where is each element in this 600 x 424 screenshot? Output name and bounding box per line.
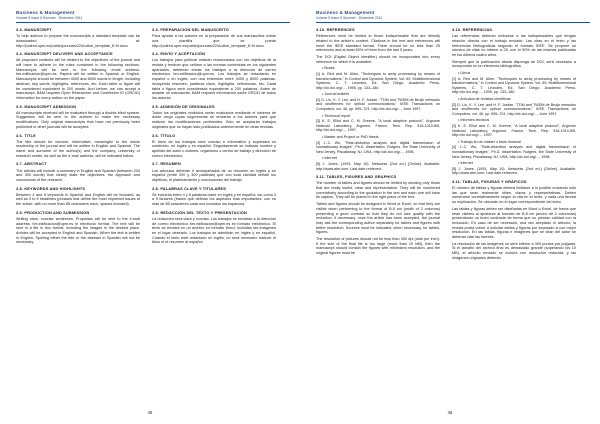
section	[16, 187, 140, 207]
reference-entry: [1] A. Red and M. Allen, "Techniques to array processing by means of transformations," in Control and Dynamic System, Vol. 69, Multidimensional Systems, C. T. Leondes, Ed. San Diego: Academic Press, http://dx.doi.org/..., 1995, pp. 133–180.	[316, 71, 440, 90]
paragraph: Los trabajos para publicar estarán relacionados con los objetivos de la revista y tendrán que ceñirse a las normas contenidas en los siguientes apartados, debiendo enviar los trabajos a la dirección de correo electrónico bm.edificacion@upm.es. Los trabajos se redactarán en español o en inglés, con una extensión entre 4000 y 8000 palabras, incluyendo resumen, palabras clave, highlights, referencias, etc. Cada tabla o figura será considerada equivalente a 200 palabras. Antes de aceptar un manuscrito, B&M requiere información sobre ORCID de todos los autores.	[152, 58, 276, 100]
section	[16, 162, 140, 182]
reference-entry: [1] A. Red and M. Allen, "Techniques to array processing by means of transformations," in Control and Dynamic System, Vol. 69, Multidimensional Systems, C. T. Leondes, Ed. San Diego: Academic Press, http://dx.doi.org/..., 1995, pp. 133–180.	[452, 76, 576, 95]
paragraph: Se incluirán entre 4 y 6 palabras clave en inglés y en español, así como 3 a 5 titulares (frases que definan los aspectos más importantes, con no más de 85 caracteres cada uno incluidos los espacios).	[152, 192, 276, 207]
paragraph: Between 4 and 6 keywords in Spanish and English will be included, as well as 3 to 5 headlines (phrases that define the most important issues of the article, with no more than 85 characters each, spaces included).	[16, 192, 140, 207]
section	[152, 211, 276, 245]
running-header	[316, 10, 590, 20]
page-number: 46	[447, 410, 453, 415]
section-heading: 3.6. TÍTULO	[152, 132, 176, 138]
paragraph: All manuscripts received will be evaluated through a double-blind system. Suggestion will be sent to the authors to make the necessary modifications. Only original manuscripts that have not previously been published in other journals will be accepted.	[16, 110, 140, 129]
reference-entry: [3] K. E. Elliot and C. M. Greene, "A local adaptive protocol", Argonne National Laboratory, Argonne, France, Tech. Rep. 916-1010-BB, http://dx.doi.org/..., 1997.	[316, 119, 440, 133]
section-heading: 3.7. RESUMEN	[152, 161, 181, 167]
paragraph: References must be limited to those indispensable that are directly related to the article's content. Citations in the text and references will meet the IEEE standard format. There should be no less than 25 references and at least 50% of them from the last 5 years.	[316, 34, 440, 53]
reference-category: • Informes técnicos	[458, 118, 490, 123]
section-heading: 3.10. REFERENCIAS	[452, 28, 493, 32]
section-heading: 3.11. TABLAS, FIGURAS Y GRÁFICOS	[452, 178, 527, 184]
paragraph: The DOI (Digital Object Identifier) should be incorporated into every reference for which it is available.	[316, 54, 440, 64]
section	[452, 180, 576, 261]
paragraph: La resolución de las imágenes no será inferior a 300 puntos por pulgada. Si el tamaño del archivo final es demasiado grande (superando los 10 MB), el artículo enviado se incluirá con resolución reducida, y las imágenes originales deberán	[452, 241, 576, 260]
right-page	[300, 0, 600, 424]
paragraph: Las tablas y figuras deben ser diseñadas en Word o Excel, de forma que sean visibles al ajustarse al formato de B.8 cm (ancho de 2 columnas) presentando un buen contraste de forma que no pierdan calidad con la reducción. En caso de ser necesario, una vez aceptado el artículo, la revista podrá volver a solicitar tablas y figuras por separado a con mejor resolución. En las tablas, figuras e imágenes que se citan del autor se deberán citar las fuentes.	[452, 206, 576, 240]
paragraph: El título de los trabajos será conciso e informativo y expresará su contenido, en inglés y en español. Seguidamente se indicará nombre y apellido del autor o autores, organismo o centro de trabajo y dirección de correo electrónico.	[152, 139, 276, 158]
reference-category: • Technical report	[322, 113, 351, 118]
section-heading: 3.8. KEYWORDS AND HIGHLIGHTS	[16, 185, 86, 191]
section	[16, 211, 140, 245]
reference-entry: [4] J.-C. Wu, "Rate-distortion analysis and digital transmission of nonstationary images", Ph.D. dissertation, Rutgers, the State University of New Jersey, Piscataway, NJ, USA, http://dx.doi.org/..., 1998.	[316, 140, 440, 154]
section-heading: 3.9. REDACCIÓN DEL TEXTO Y PRESENTACIÓN	[152, 209, 247, 215]
section-heading: 3.3. MANUSCRIPT	[16, 28, 52, 32]
section-heading: 3.4. MANUSCRIPT DELIVERY AND ACCEPTANCE	[16, 51, 113, 57]
section-heading: 3.7. ABSTRACT	[16, 161, 47, 167]
reference-entry: [4] J.-C. Wu, "Rate-distortion analysis and digital transmission of nonstationary images", Ph.D. dissertation, Rutgers, the State University of New Jersey, Piscataway, NJ, USA, http://dx.doi.org/..., 1998.	[452, 145, 576, 159]
section	[16, 28, 140, 48]
reference-category: • Libros	[458, 71, 471, 76]
reference-entry: [2] G. Liu, K. Y. Lee, and H. F. Jordan, "TDM and TWDM de Bruijn networks and shufflenets for optical communications," IEEE Transactions on Computers, vol. 46, pp. 695–701, http://dx.doi.org/..., June 1997.	[452, 102, 576, 116]
header-rule	[16, 22, 290, 23]
section	[152, 162, 276, 182]
reference-category: • Artículos de revistas científicas	[458, 96, 511, 101]
paragraph: The resolution of pictures should not be less than 300 dpi (dots per inch). If the size of the final file is too large (more than 10 MB), then the manuscript should contain the figures with minimized resolution, and the original figures must be	[316, 237, 440, 256]
reference-category: • Journal articles	[322, 92, 350, 97]
section	[16, 134, 140, 159]
section	[152, 52, 276, 100]
paragraph: Las referencias deberán reducirse a las indispensables que tengan relación directa con el trabajo enviado. Las citas en el texto y las referencias bibliográficas seguirán el formato IEEE. Se propone un número de citas no inferior a 25, con el 50% de las mismas publicadas en los últimos cuatro años.	[452, 34, 576, 57]
section-heading: 3.4. ENVÍO Y ACEPTACIÓN	[152, 51, 206, 57]
running-header	[16, 10, 290, 20]
paragraph: The title should be concise, informative, meaningful to the whole readership of the journal and will be written in English and Spanish. The name and surname of the author(s) and the company, university or research center, as well as the e-mail address, will be indicated below.	[16, 139, 140, 158]
section	[152, 134, 276, 159]
section	[152, 28, 276, 48]
reference-entry: [5] J. Jones. (1991, May 10). Networks (2nd ed.) [Online]. Available: http://www.atm.com. Last date retrieved.	[452, 166, 576, 176]
paragraph: Todos los originales recibidos serán evaluados mediante el sistema de doble ciego cuyas sugerencias se enviarán a los autores para que realicen las modificaciones pertinentes. Sólo se aceptarán trabajos originales que no hayan sido publicados anteriormente en otras revistas.	[152, 110, 276, 129]
paragraph: The number of tables and figures should be limited by sending only those that are really useful, clear and representative. They will be numbered correlatively according to the quotation in the text and each one will have its caption. They will be placed in the right place of the text.	[316, 181, 440, 200]
paragraph: Tables and figures should be designed in Word or Excel, so that they are visible when performing to the format of B.8 cm (width of 2 columns) presenting a good contrast so that they do not lose quality with the reduction. If necessary, once the article has been accepted, the journal may ask the corresponding author separately for tables and figures with better resolution. Sources must be indicated, when necessary, for tables, figures.	[316, 202, 440, 235]
paragraph: All proposed contents will be related to the objectives of the journal and will have to adhere to the rules contained in the following sections. Manuscripts will be sent to the following email address: bm.edificacion@upm.es. Papers will be written in Spanish or English. Manuscripts should be between 4000 and 8000 words in length, including abstract, key words, highlights, references, etc. Each table or figure will be considered equivalent to 200 words. And before, we can accept a manuscript, B&M requires Open Researcher and Contributor ID (ORCID) information for every author on the paper.	[16, 58, 140, 100]
header-rule	[316, 22, 590, 23]
section-heading: 3.6. TITLE	[16, 132, 36, 138]
section-heading: 3.8. PALABRAS CLAVE Y TITULARES	[152, 185, 226, 191]
paragraph: Writing clear, concise sentences. Proposals will be sent to the e-mail address: bm.edificacion@upm.es in electronic format. The text will be sent in a file in doc format, including the images in the desired place. Articles will be accepted in English and Spanish. When the text is written in English, Spelling either the title or the abstract in Spanish will not be necessary.	[16, 216, 140, 245]
reference-entry: [3] K. E. Elliot and C. M. Greene, "A local adaptive protocol", Argonne National Laboratory, Argonne, France, Tech. Rep. 916-1010-BB, http://dx.doi.org/..., 1997.	[452, 123, 576, 138]
section	[152, 105, 276, 130]
paragraph: Los artículos deberán ir acompañados de un resumen en inglés y en español (entre 200 y 300 palabras) que con toda claridad señale los objetivos, el planteamiento y conclusiones del trabajo.	[152, 168, 276, 182]
section-heading: 3.3. PREPARACIÓN DEL MANUSCRITO	[152, 28, 229, 32]
paragraph: Siempre que la publicación citada disponga de DOI, será necesario a incorporarlo en la referencia bibliográfica.	[452, 59, 576, 69]
section	[16, 105, 140, 130]
reference-category: • Books	[322, 66, 335, 71]
journal-volume: Volume 5 Issue 5 Summer · Diciembre 2011	[316, 16, 383, 20]
section	[152, 187, 276, 207]
reference-category: • Master and Project or PhD thesis	[322, 135, 379, 140]
column-english	[316, 28, 440, 398]
reference-category: • Internet	[458, 161, 473, 166]
column-spanish	[152, 28, 276, 398]
reference-category: • Trabajo fin de máster o tesis doctoral	[458, 139, 521, 144]
section-heading: 3.5. ADMISIÓN DE ORIGINALES	[152, 103, 215, 109]
paragraph: Para ayudar a los autores en la preparación de sus manuscritos existe una plantilla que se puede http://polired.upm.es/public/journals/22/Author_template_B M.docx	[152, 34, 276, 48]
journal-name: Business & Management	[316, 10, 375, 15]
section	[16, 52, 140, 100]
reference-entry: [5] J. Jones. (1991, May 10). Networks (2nd ed.) [Online]. Available: http://www.atm.com. Last date retrieved.	[316, 162, 440, 171]
journal-name: Business & Management	[16, 10, 75, 15]
section	[452, 28, 576, 176]
section	[316, 28, 440, 171]
paragraph: To help authors to prepare the manuscripts a standard template can be downloaded at: http://polired.upm.es/public/journals/22/Author_template_B M.docx	[16, 34, 140, 48]
section-heading: 3.10. REFERENCES	[316, 28, 355, 32]
section-heading: 3.5. MANUSCRIPT ADMISSION	[16, 103, 77, 109]
section-heading: 3.11. TABLES, FIGURES AND GRAPHICS	[316, 174, 397, 180]
reference-category: • Internet	[322, 156, 337, 161]
paragraph: La redacción será clara y concisa. Los trabajos se enviarán a la dirección de correo electrónico bm.edificacion@upm.es en formato electrónico. El texto se enviará en un archivo en formato Word, incluidas las imágenes en el lugar deseado. Los trabajos se admitirán en inglés y en español. Cuando el texto esté redactado en inglés, no será necesario traducir el título ni el resumen al español.	[152, 216, 276, 245]
page-number: 45	[147, 410, 153, 415]
paragraph: El número de tablas y figuras deberá limitarse a lo posible enviando solo las que sean realmente útiles, claras y representativas. Deben numerarse correlativamente según la cita en el texto, y cada una tendrá su explicación. Se ubicarán en el lugar correspondiente del texto.	[452, 185, 576, 205]
section-heading: 3.9. PRODUCTION AND SUBMISSION	[16, 209, 90, 215]
section	[316, 175, 440, 256]
reference-entry: [2] G. Liu, K. Y. Lee, and H. F. Jordan, "TDM and TWDM de Bruijn networks and shufflenets for optical communications," IEEE Transactions on Computers, vol. 46, pp. 695–701, http://dx.doi.org/..., June 1997.	[316, 97, 440, 112]
paragraph: The articles will include a summary in English and Spanish (between 200 and 300 words) that clearly state the objectives, the approach and conclusions of the research.	[16, 168, 140, 182]
journal-volume: Volume 5 Issue 5 Summer · Diciembre 2011	[16, 16, 83, 20]
column-spanish	[452, 28, 576, 398]
column-english	[16, 28, 140, 398]
